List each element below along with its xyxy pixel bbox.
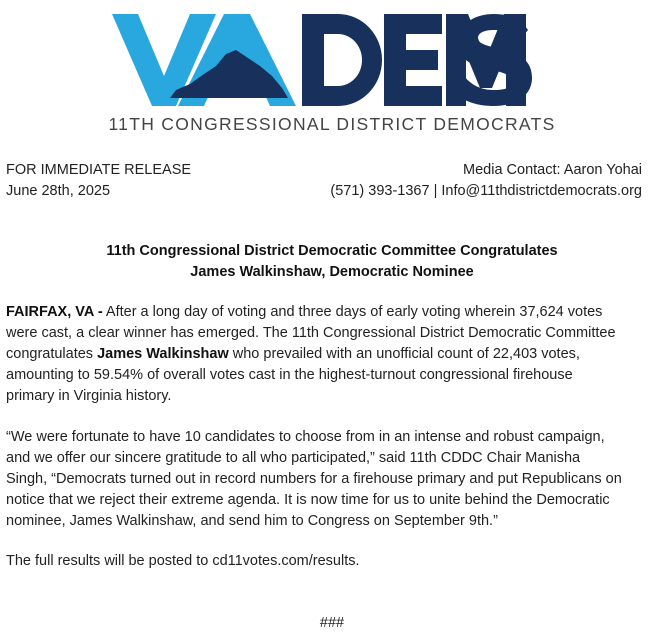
paragraph-1-line-1 — [6, 302, 646, 323]
logo-letter-e — [384, 14, 442, 106]
headline-line-1: 11th Congressional District Democratic Committee Congratulates — [106, 243, 558, 259]
headline — [0, 241, 664, 283]
end-mark: ### — [319, 615, 345, 631]
nominee-name: James Walkinshaw — [97, 346, 229, 362]
headline-line-2: James Walkinshaw, Democratic Nominee — [190, 264, 474, 280]
paragraph-1-line-3-prefix: congratulates — [6, 346, 98, 362]
paragraph-2-line-4: notice that we reject their extreme agenda. It is now time for us to unite behind the Democratic — [6, 492, 610, 508]
logo-letter-d — [302, 14, 382, 106]
paragraph-2 — [6, 427, 646, 532]
release-info — [6, 160, 191, 202]
logo-subtitle: 11TH CONGRESSIONAL DISTRICT DEMOCRATS — [108, 114, 556, 134]
paragraph-2-line-1: “We were fortunate to have 10 candidates to choose from in an intense and robust campaign, — [6, 429, 605, 445]
paragraph-1-line-3 — [6, 344, 646, 365]
release-label: FOR IMMEDIATE RELEASE — [6, 162, 192, 178]
vadems-logo — [0, 0, 664, 150]
paragraph-2-line-2: and we offer our sincere gratitude to all who participated,” said 11th CDDC Chair Manisha — [6, 450, 581, 466]
media-contact: Media Contact: Aaron Yohai — [463, 162, 642, 178]
contact-line: (571) 393-1367 | Info@11thdistrictdemocrats.org — [330, 183, 642, 199]
paragraph-1-line-4: amounting to 59.54% of overall votes cast in the highest-turnout congressional firehouse — [6, 367, 573, 383]
paragraph-1 — [6, 302, 646, 407]
paragraph-2-line-5: nominee, James Walkinshaw, and send him to Congress on September 9th.” — [6, 513, 498, 529]
media-contact-info — [330, 160, 642, 202]
logo-letter-s — [454, 14, 534, 106]
paragraph-1-line-5: primary in Virginia history. — [6, 388, 172, 404]
release-date: June 28th, 2025 — [6, 183, 111, 199]
paragraph-1-line-2: were cast, a clear winner has emerged. The 11th Congressional District Democratic Committee — [6, 325, 616, 341]
paragraph-1-line-1-text: After a long day of voting and three days of early voting wherein 37,624 votes — [102, 304, 603, 320]
dateline: FAIRFAX, VA - — [6, 304, 103, 320]
paragraph-1-line-3-suffix: who prevailed with an unofficial count of 22,403 votes, — [228, 346, 580, 362]
paragraph-3-text: The full results will be posted to cd11votes.com/results. — [6, 553, 360, 569]
paragraph-3 — [6, 551, 646, 572]
paragraph-2-line-3: Singh, “Democrats turned out in record numbers for a firehouse primary and put Republicans on — [6, 471, 622, 487]
